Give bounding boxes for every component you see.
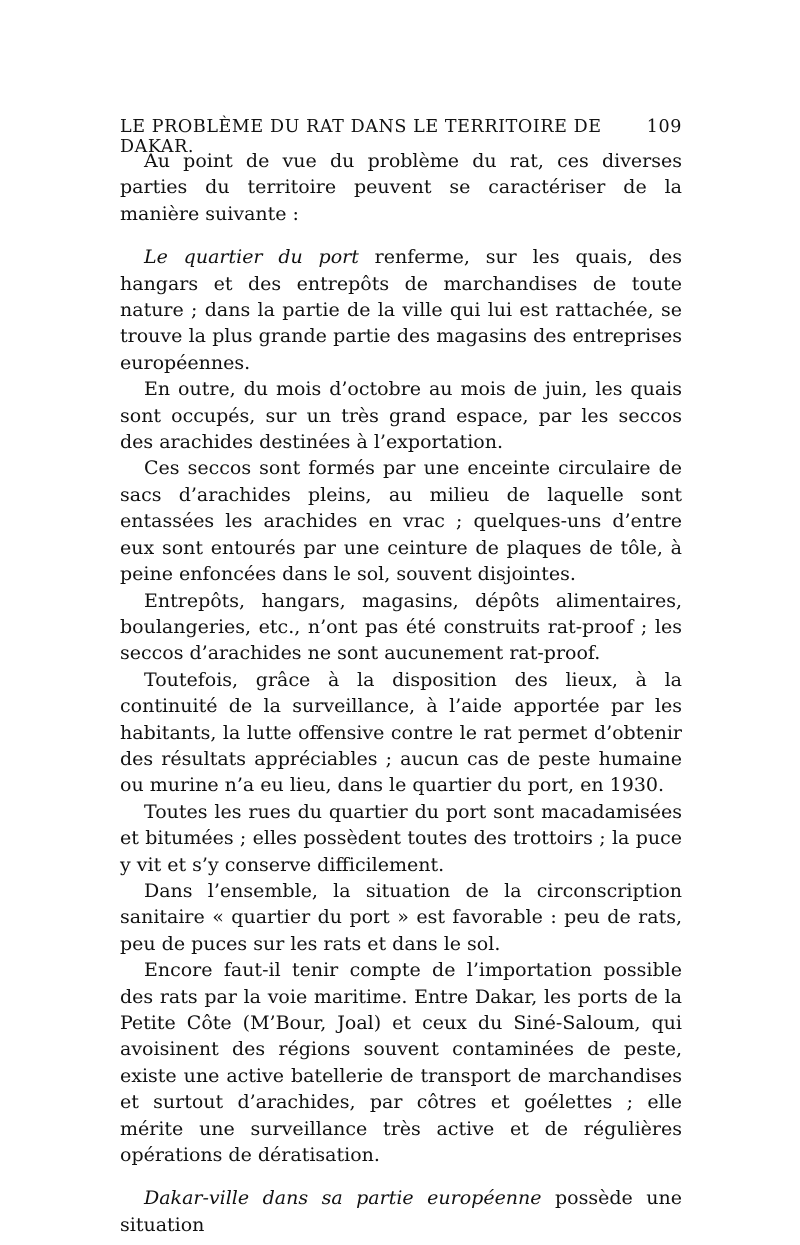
paragraph-text: En outre, du mois d’octobre au mois de juin, les quais sont occupés, sur un très grand espace, par les seccos des arachides destinées à l’exportation. [120,378,682,454]
paragraph [120,455,682,587]
italic-lead: Dakar-ville dans sa partie européenne [144,1187,542,1210]
paragraph-text: Au point de vue du problème du rat, ces diverses parties du territoire peuvent se caractériser de la manière suivante : [120,150,682,225]
paragraph-text: Toutes les rues du quartier du port sont macadamisées et bitumées ; elles possèdent toutes des trottoirs ; la puce y vit et s’y conserve difficilement. [120,800,682,876]
paragraph [120,878,682,957]
paragraph [120,244,682,376]
paragraph [120,148,682,227]
italic-lead: Le quartier du port [144,246,359,269]
paragraph-text: Toutefois, grâce à la disposition des lieux, à la continuité de la surveillance, à l’aide apportée par les habitants, la lutte offensive contre le rat permet d’obtenir des résultats appréciables ; aucun cas de peste humaine ou murine n’a eu lieu, dans le quartier du port, en 1930. [120,668,682,797]
paragraph [120,376,682,455]
paragraph-text: Ces seccos sont formés par une enceinte circulaire de sacs d’arachides pleins, au milieu de laquelle sont entassées les arachides en vrac ; quelques-uns d’entre eux sont entourés par une ceinture de plaques de tôle, à peine enfoncées dans le sol, souvent disjointes. [120,457,682,586]
paragraph-text: Dans l’ensemble, la situation de la circonscription sanitaire « quartier du port » est favorable : peu de rats, peu de puces sur les rats et dans le sol. [120,879,682,955]
paragraph [120,667,682,799]
paragraph [120,588,682,667]
paragraph-text: Encore faut-il tenir compte de l’importation possible des rats par la voie maritime. Entre Dakar, les ports de la Petite Côte (M’Bour, Joal) et ceux du Siné-Saloum, qui avoisinent des régions souvent contaminées de peste, existe une active batellerie de transport de marchandises et surtout d’arachides, par côtres et goélettes ; elle mérite une surveillance très active et de régulières opérations de dératisation. [120,959,682,1167]
paragraph-text: renferme, sur les quais, des hangars et des entrepôts de marchandises de toute nature ; dans la partie de la ville qui lui est rattachée, se trouve la plus grande partie des magasins des entreprises européennes. [120,246,683,374]
paragraph-text: Entrepôts, hangars, magasins, dépôts alimentaires, boulangeries, etc., n’ont pas été construits rat-proof ; les seccos d’arachides ne sont aucunement rat-proof. [120,589,682,665]
paragraph [120,799,682,878]
paragraph [120,957,682,1168]
page-number: 109 [646,117,682,137]
body-text [120,148,682,1238]
paragraph [120,1185,682,1238]
paragraph-text: possède une situation [120,1187,682,1236]
running-title: LE PROBLÈME DU RAT DANS LE TERRITOIRE DE DAKAR. [120,117,602,157]
